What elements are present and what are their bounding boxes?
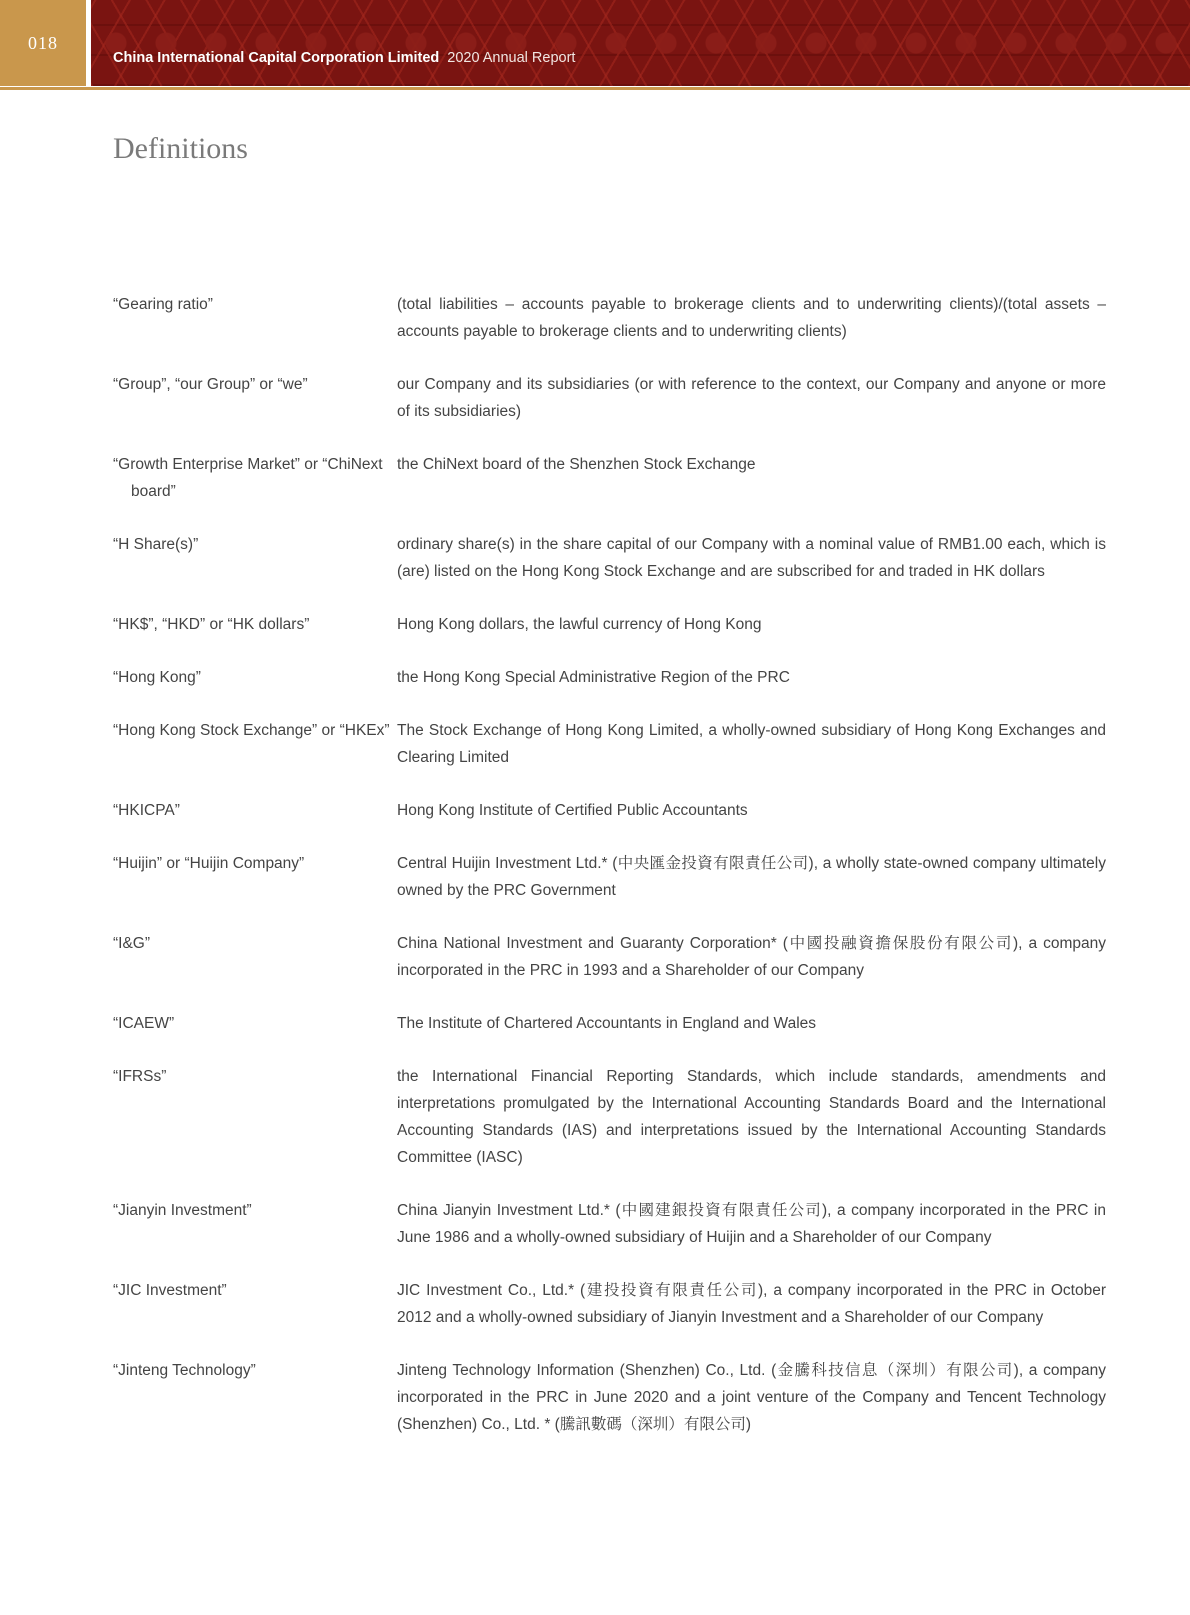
definition-description: ordinary share(s) in the share capital of our Company with a nominal value of RMB1.00 each, which is (are) listed on the Hong Kong Stock Exchange and are subscribed for and traded in HK dollars	[397, 536, 1106, 580]
definition-row	[113, 850, 1106, 904]
definition-row	[113, 717, 1106, 771]
definition-term: “Jinteng Technology”	[113, 1362, 256, 1379]
company-name: China International Capital Corporation Limited	[113, 50, 440, 66]
definition-row	[113, 531, 1106, 585]
page-number: 018	[28, 32, 58, 53]
definition-term: “I&G”	[113, 935, 151, 952]
definition-description: the ChiNext board of the Shenzhen Stock Exchange	[397, 456, 756, 473]
definition-term: “Hong Kong”	[113, 669, 201, 686]
definition-description: Hong Kong dollars, the lawful currency of Hong Kong	[397, 616, 762, 633]
definition-description: JIC Investment Co., Ltd.* (建投投資有限責任公司), a company incorporated in the PRC in October 2012 and a wholly-owned subsidiary of Jianyin Investment and a Shareholder of our Company	[397, 1282, 1106, 1326]
definition-row	[113, 451, 1106, 505]
definition-row	[113, 797, 1106, 824]
definition-row	[113, 930, 1106, 984]
definition-description: The Institute of Chartered Accountants in England and Wales	[397, 1015, 817, 1032]
definition-description: the International Financial Reporting Standards, which include standards, amendments and interpretations promulgated by the International Accounting Standards Board and the International Accounting Standards (IAS) and interpretations issued by the International Accounting Standards Committee (IASC)	[397, 1068, 1106, 1166]
header-title	[113, 50, 575, 66]
page-title: Definitions	[113, 132, 248, 166]
definition-row	[113, 1197, 1106, 1251]
definition-row	[113, 1357, 1106, 1438]
definition-term: “Jianyin Investment”	[113, 1202, 252, 1219]
definition-row	[113, 664, 1106, 691]
definition-description: (total liabilities – accounts payable to brokerage clients and to underwriting clients)/(total assets – accounts payable to brokerage clients and to underwriting clients)	[397, 296, 1106, 340]
definition-row	[113, 1277, 1106, 1331]
definition-description: our Company and its subsidiaries (or with reference to the context, our Company and anyone or more of its subsidiaries)	[397, 376, 1106, 420]
page-header	[0, 0, 1190, 92]
definition-description: Jinteng Technology Information (Shenzhen) Co., Ltd. (金騰科技信息（深圳）有限公司), a company incorporated in the PRC in June 2020 and a joint venture of the Company and Tencent Technology (Shenzhen) Co., Ltd. * (騰訊數碼（深圳）有限公司)	[397, 1362, 1106, 1433]
definition-description: China National Investment and Guaranty Corporation* (中國投融資擔保股份有限公司), a company incorporated in the PRC in 1993 and a Shareholder of our Company	[397, 935, 1106, 979]
report-name: 2020 Annual Report	[447, 50, 576, 66]
definition-term: “Huijin” or “Huijin Company”	[113, 855, 305, 872]
definition-term: “HKICPA”	[113, 802, 180, 819]
definition-term: “H Share(s)”	[113, 536, 199, 553]
definition-description: China Jianyin Investment Ltd.* (中國建銀投資有限責任公司), a company incorporated in the PRC in June 1986 and a wholly-owned subsidiary of Huijin and a Shareholder of our Company	[397, 1202, 1106, 1246]
definition-row	[113, 291, 1106, 345]
definition-description: The Stock Exchange of Hong Kong Limited, a wholly-owned subsidiary of Hong Kong Exchanges and Clearing Limited	[397, 722, 1106, 766]
page-number-box	[0, 0, 86, 86]
definition-row	[113, 1063, 1106, 1171]
definition-row	[113, 371, 1106, 425]
header-divider	[0, 87, 1190, 90]
header-banner	[91, 0, 1190, 86]
definition-term: “Hong Kong Stock Exchange” or “HKEx”	[113, 722, 390, 739]
definition-term: “Group”, “our Group” or “we”	[113, 376, 308, 393]
definitions-list	[113, 291, 1106, 1464]
definition-term: “HK$”, “HKD” or “HK dollars”	[113, 616, 310, 633]
definition-description: Hong Kong Institute of Certified Public Accountants	[397, 802, 748, 819]
definition-term: “JIC Investment”	[113, 1282, 227, 1299]
definition-description: Central Huijin Investment Ltd.* (中央匯金投資有限責任公司), a wholly state-owned company ultimately owned by the PRC Government	[397, 855, 1106, 899]
definition-description: the Hong Kong Special Administrative Region of the PRC	[397, 669, 790, 686]
definition-term: “Gearing ratio”	[113, 296, 213, 313]
definition-row	[113, 1010, 1106, 1037]
definition-term: “IFRSs”	[113, 1068, 167, 1085]
definition-row	[113, 611, 1106, 638]
definition-term: “ICAEW”	[113, 1015, 175, 1032]
definition-term: “Growth Enterprise Market” or “ChiNext board”	[113, 456, 383, 500]
